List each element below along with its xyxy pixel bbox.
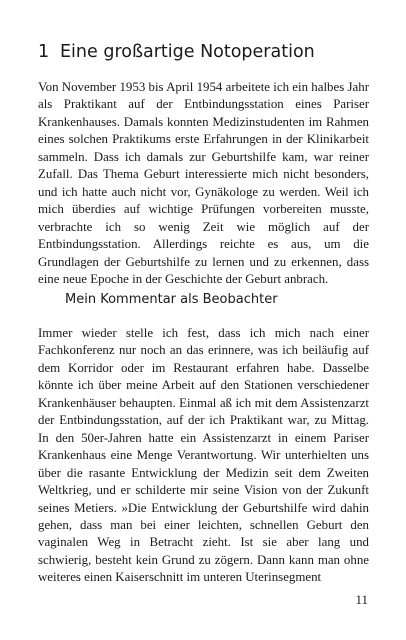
chapter-number: 1	[38, 42, 50, 62]
chapter-title: Eine großartige Notoperation	[60, 42, 315, 62]
section-heading: Mein Kommentar als Beobachter	[65, 292, 278, 307]
body-paragraph-2: Immer wieder stelle ich fest, dass ich mich nach einer Fachkonferenz nur noch an das erinnere, was ich beiläufig auf dem Korridor oder im Restaurant erfahren habe. Dasselbe könnte ich über meine Arbeit auf den Stationen verschiedener Krankenhäuser behaupten. Einmal aß ich mit dem Assistenzarzt der Entbindungsstation, auf der ich Praktikant war, zu Mittag. In den 50er-Jahren hatte ein Assistenzarzt in einem Pariser Krankenhaus eine Menge Verantwortung. Wir unterhielten uns über die rasante Entwicklung der Medizin seit dem Zweiten Weltkrieg, und er schilderte mir seine Vision von der Zukunft seines Metiers. »Die Entwicklung der Geburtshilfe wird dahin gehen, dass man bei einer leichten, schnellen Geburt den vaginalen Weg in Betracht zieht. Ist sie aber lang und schwierig, besteht kein Grund zu zögern. Dann kann man ohne weiteres einen Kaiserschnitt im unteren Uterinsegment	[38, 326, 369, 585]
chapter-heading	[38, 40, 378, 64]
body-paragraph-1: Von November 1953 bis April 1954 arbeitete ich ein halbes Jahr als Praktikant auf der Entbindungsstation eines Pariser Krankenhauses. Damals konnten Medizinstudenten im Rahmen eines solchen Praktikums erste Erfahrungen in der Klinikarbeit sammeln. Dass ich damals zur Geburtshilfe kam, war reiner Zufall. Das Thema Geburt interessierte mich nicht besonders, und ich hatte auch nicht vor, Gynäkologe zu werden. Weil ich mich überdies auf wichtige Prüfungen vorbereiten musste, verbrachte ich so wenig Zeit wie möglich auf der Entbindungsstation. Allerdings reichte es aus, um die Grundlagen der Geburtshilfe zu lernen und zu erkennen, dass eine neue Epoche in der Geschichte der Geburt anbrach.	[38, 80, 369, 286]
page-number: 11	[355, 592, 368, 607]
